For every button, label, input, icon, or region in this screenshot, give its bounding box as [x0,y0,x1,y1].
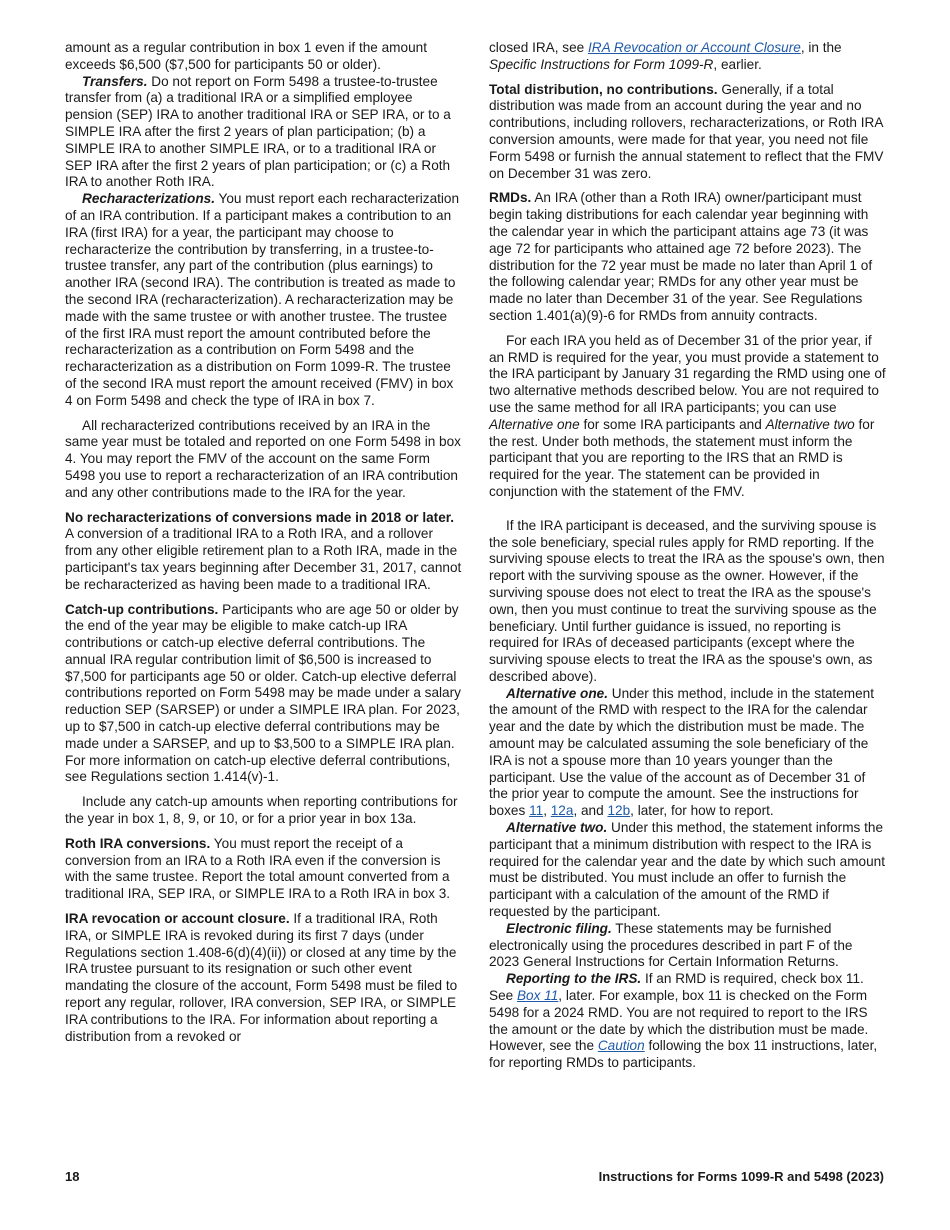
heading-total-distribution: Total distribution, no contributions. [489,81,718,97]
paragraph-amount-continued: amount as a regular contribution in box 1 even if the amount exceeds $6,500 ($7,500 for participants 50 or older). [65,40,427,72]
paragraph-all-recharacterized: All recharacterized contributions received by an IRA in the same year must be totaled and reported on one Form 5498 in box 4. You may report the FMV of the account on the same Form 5498 you use to report a recharacterization of an IRA contribution and any other contributions made to the IRA for the year. [65,417,461,500]
heading-transfers: Transfers. [82,73,148,89]
heading-alternative-two: Alternative two. [506,820,608,836]
paragraph-each-ira: For each IRA you held as of December 31 of the prior year, if an RMD is required for the year, you must provide a statement to the IRA participant by January 31 regarding the RMD using one of two alternative methods described below. You are not required to use the same method for all IRA participants; you can use Alternative one for some IRA participants and Alternative two for the rest. Under both methods, the statement must inform the participant that you are reporting to the IRS that an RMD is required for the year. The statement can be provided in conjunction with the statement of the FMV. [489,332,886,499]
heading-alternative-one: Alternative one. [506,685,608,701]
link-caution[interactable]: Caution [597,1038,645,1054]
left-column [65,40,462,1053]
paragraph-catch-up: Catch-up contributions. Participants who are age 50 or older by the end of the year may be eligible to make catch-up IRA contributions or catch-up elective deferral contributions. The annual IRA regular contribution limit of $6,500 is increased to $7,500 for participants age 50 or older. Catch-up elective deferral contributions reported on Form 5498 may be made under a salary reduction SEP (SARSEP) or under a SIMPLE IRA plan. For 2023, up to $7,500 in catch-up elective deferral contributions may be made under a SARSEP, and up to $3,500 to a SIMPLE IRA plan. For more information on catch-up elective deferral contributions, see Regulations section 1.414(v)-1. [65,601,461,785]
paragraph-no-recharacterizations: No recharacterizations of conversions made in 2018 or later. A conversion of a traditional IRA to a Roth IRA, and a rollover from any other eligible retirement plan to a Roth IRA, made in the participant's tax years beginning after December 31, 2017, cannot be recharacterized as having been made to a traditional IRA. [65,509,462,592]
paragraph-reporting-to-irs: Reporting to the IRS. If an RMD is required, check box 11. See Box 11, later. For example, box 11 is checked on the Form 5498 for a 2024 RMD. You are not required to report to the IRS the amount or the date by which the distribution must be made. However, see the Caution following the box 11 instructions, later, for reporting RMDs to participants. [489,971,878,1071]
link-box-12b[interactable]: 12b [607,803,631,819]
link-box-11-section[interactable]: Box 11 [516,988,559,1004]
heading-ira-revocation: IRA revocation or account closure. [65,911,290,927]
paragraph-closed-ira-continued: closed IRA, see IRA Revocation or Account Closure, in the Specific Instructions for Form 1099-R, earlier. [489,40,842,72]
right-column [489,40,886,1072]
paragraph-ira-revocation: IRA revocation or account closure. If a traditional IRA, Roth IRA, or SIMPLE IRA is revoked during its first 7 days (under Regulations section 1.408-6(d)(4)(ii)) or closed at any time by the IRA trustee pursuant to its resignation or such other event mandating the closure of the account, Form 5498 must be filed to report any regular, rollover, IRA conversion, SEP IRA, or SIMPLE IRA contributions to the IRA. For information about reporting a distribution from a revoked or [65,911,458,1044]
paragraph-recharacterizations: Recharacterizations. You must report each recharacterization of an IRA contribution. If a participant makes a contribution to an IRA (first IRA) for a year, the participant may choose to recharacterize the contribution by transferring, in a trustee-to-trustee transfer, any part of the contribution (plus earnings) to another IRA (second IRA). The contribution is treated as made to the second IRA (recharacterization). A recharacterization may be made with the same trustee or with another trustee. The trustee of the first IRA must report the amount contributed before the recharacterization as a contribution on Form 5498 and the recharacterization as a distribution on Form 1099-R. The trustee of the second IRA must report the amount received (FMV) in box 4 on Form 5498 and check the type of IRA in box 7. [65,191,460,408]
paragraph-include-catch-up: Include any catch-up amounts when reporting contributions for the year in box 1, 8, 9, or 10, or for a prior year in box 13a. [65,794,458,827]
footer-title: Instructions for Forms 1099-R and 5498 (2023) [598,1169,884,1184]
heading-recharacterizations: Recharacterizations. [82,191,215,207]
paragraph-deceased: If the IRA participant is deceased, and the surviving spouse is the sole beneficiary, special rules apply for RMD reporting. If the surviving spouse elects to treat the IRA as the spouse's own, then report with the surviving spouse as the owner. However, if the surviving spouse does not elect to treat the IRA as the spouse's own, then you must continue to treat the surviving spouse as the beneficiary. Until further guidance is issued, no reporting is required for IRAs of deceased participants (except where the surviving spouse elects to treat the IRA as the spouse's own, as described above). [489,517,885,684]
link-box-11[interactable]: 11 [529,803,544,819]
paragraph-transfers: Transfers. Do not report on Form 5498 a trustee-to-trustee transfer from (a) a traditional IRA or a simplified employee pension (SEP) IRA to another traditional IRA or SEP IRA, or to a SIMPLE IRA after the first 2 years of plan participation; (b) a SIMPLE IRA to another SIMPLE IRA, or to a traditional IRA or SEP IRA after the first 2 years of plan participation; or (c) a Roth IRA to another Roth IRA. [65,73,451,190]
link-ira-revocation[interactable]: IRA Revocation or Account Closure [587,40,801,55]
heading-catch-up: Catch-up contributions. [65,601,219,617]
paragraph-rmds: RMDs. An IRA (other than a Roth IRA) owner/participant must begin taking distributions for each calendar year beginning with the calendar year in which the participant attains age 73 (it was age 72 for participants who attained age 72 before 2023). The distribution for the 72 year must be made no later than April 1 of the following calendar year; RMDs for any other year must be made no later than December 31 of the year. See Regulations section 1.401(a)(9)-6 for RMDs from annuity contracts. [489,190,873,323]
paragraph-electronic-filing: Electronic filing. These statements may be furnished electronically using the procedures described in part F of the 2023 General Instructions for Certain Information Returns. [489,920,853,970]
paragraph-alternative-two: Alternative two. Under this method, the statement informs the participant that a minimum distribution with respect to the IRA is required for the calendar year and the date by which such amount must be distributed. You must include an offer to furnish the participant with a calculation of the amount of the RMD if requested by the participant. [489,820,885,920]
heading-roth-conversions: Roth IRA conversions. [65,835,211,851]
paragraph-roth-conversions: Roth IRA conversions. You must report the receipt of a conversion from an IRA to a Roth IRA even if the conversion is with the same trustee. Report the total amount converted from a traditional IRA, SEP IRA, or SIMPLE IRA to a Roth IRA in box 3. [65,835,451,902]
heading-electronic-filing: Electronic filing. [506,920,612,936]
page-number: 18 [65,1169,80,1184]
paragraph-alternative-one: Alternative one. Under this method, include in the statement the amount of the RMD with respect to the IRA for the calendar year and the date by which the distribution must be made. The amount may be calculated assuming the sole beneficiary of the IRA is not a spouse more than 10 years younger than the participant. Use the value of the account as of December 31 of the prior year to compute the amount. See the instructions for boxes 11, 12a, and 12b, later, for how to report. [489,685,874,819]
link-box-12a[interactable]: 12a [550,803,574,819]
heading-rmds: RMDs. [489,190,532,206]
heading-reporting-to-irs: Reporting to the IRS. [506,971,642,987]
heading-no-recharacterizations: No recharacterizations of conversions made in 2018 or later. [65,509,455,525]
paragraph-total-distribution: Total distribution, no contributions. Generally, if a total distribution was made from an account during the year and no contributions, including rollovers, recharacterizations, or Roth IRA conversion amounts, were made for that year, you need not file Form 5498 or furnish the annual statement to reflect that the FMV on December 31 was zero. [489,81,884,181]
